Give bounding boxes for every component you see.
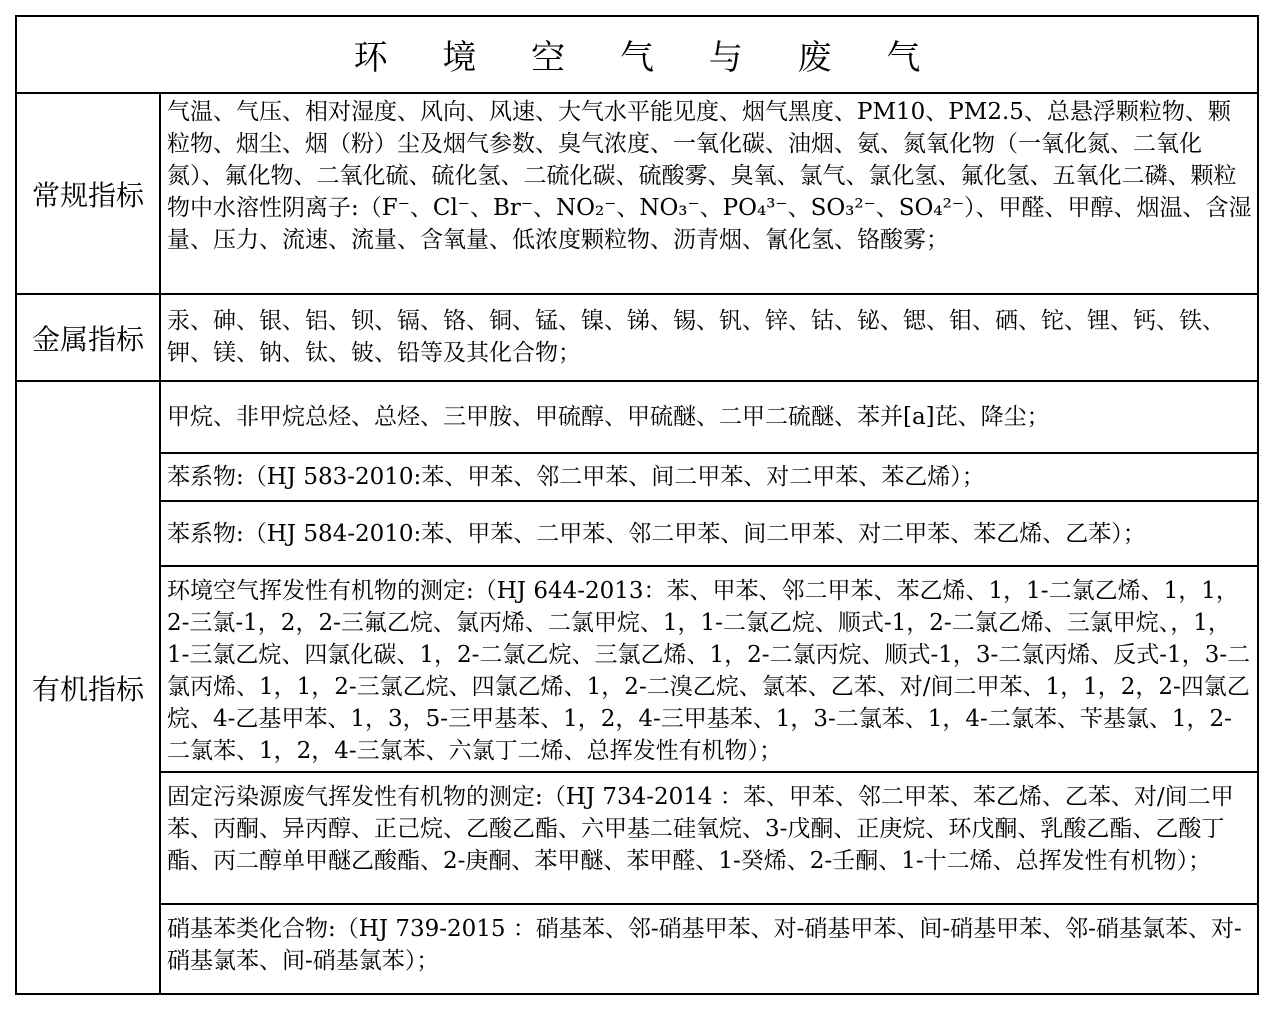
row-label-organic: 有机指标	[17, 382, 161, 993]
row-organic-indicators	[17, 382, 1257, 993]
organic-item-hj739: 硝基苯类化合物:（HJ 739-2015 ：硝基苯、邻-硝基甲苯、对-硝基甲苯、间-硝基甲苯、邻-硝基氯苯、对-硝基氯苯、间-硝基氯苯）；	[167, 916, 1242, 974]
organic-indicators-list	[161, 382, 1257, 993]
routine-indicators-text: 气温、气压、相对湿度、风向、风速、大气水平能见度、烟气黑度、PM10、PM2.5、总悬浮颗粒物、颗粒物、烟尘、烟（粉）尘及烟气参数、臭气浓度、一氧化碳、油烟、氨、氮氧化物（一氧化氮、二氧化氮）、氟化物、二氧化硫、硫化氢、二硫化碳、硫酸雾、臭氧、氯气、氯化氢、氟化氢、五氧化二磷、颗粒物中水溶性阴离子:（F⁻、Cl⁻、Br⁻、NO₂⁻、NO₃⁻、PO₄³⁻、SO₃²⁻、SO₄²⁻）、甲醛、甲醇、烟温、含湿量、压力、流速、流量、含氧量、低浓度颗粒物、沥青烟、氰化氢、铬酸雾；	[167, 99, 1252, 253]
row-metal-indicators	[17, 295, 1257, 382]
table-title: 环 境 空 气 与 废 气	[17, 17, 1257, 94]
organic-item-hj644: 环境空气挥发性有机物的测定:（HJ 644-2013：苯、甲苯、邻二甲苯、苯乙烯、1，1-二氯乙烯、1，1，2-三氯-1，2，2-三氟乙烷、氯丙烯、二氯甲烷、1，1-二氯乙烷、顺式-1，2-二氯乙烯、三氯甲烷、，1，1-三氯乙烷、四氯化碳、1，2-二氯乙烷、三氯乙烯、1，2-二氯丙烷、顺式-1，3-二氯丙烯、反式-1，3-二氯丙烯、1，1，2-三氯乙烷、四氯乙烯、1，2-二溴乙烷、氯苯、乙苯、对/间二甲苯、1，1，2，2-四氯乙烷、4-乙基甲苯、1，3，5-三甲基苯、1，2，4-三甲基苯、1，3-二氯苯、1，4-二氯苯、苄基氯、1，2-二氯苯、1，2，4-三氯苯、六氯丁二烯、总挥发性有机物）；	[161, 567, 1257, 773]
row-label-routine: 常规指标	[17, 94, 161, 293]
organic-item-general: 甲烷、非甲烷总烃、总烃、三甲胺、甲硫醇、甲硫醚、二甲二硫醚、苯并[a]芘、降尘；	[161, 382, 1257, 454]
organic-item-hj734: 固定污染源废气挥发性有机物的测定:（HJ 734-2014 ：苯、甲苯、邻二甲苯、苯乙烯、乙苯、对/间二甲苯、丙酮、异丙醇、正己烷、乙酸乙酯、六甲基二硅氧烷、3-戊酮、正庚烷、环戊酮、乳酸乙酯、乙酸丁酯、丙二醇单甲醚乙酸酯、2-庚酮、苯甲醚、苯甲醛、1-癸烯、2-壬酮、1-十二烯、总挥发性有机物）；	[161, 773, 1257, 905]
row-label-metal: 金属指标	[17, 295, 161, 380]
row-routine-indicators	[17, 94, 1257, 295]
metal-indicators-text: 汞、砷、银、铝、钡、镉、铬、铜、锰、镍、锑、锡、钒、锌、钴、铋、锶、钼、硒、铊、锂、钙、铁、钾、镁、钠、钛、铍、铅等及其化合物；	[167, 308, 1225, 366]
indicator-table	[15, 15, 1259, 995]
organic-item-hj584: 苯系物:（HJ 584-2010:苯、甲苯、二甲苯、邻二甲苯、间二甲苯、对二甲苯、苯乙烯、乙苯）；	[161, 502, 1257, 567]
organic-item-hj583: 苯系物:（HJ 583-2010:苯、甲苯、邻二甲苯、间二甲苯、对二甲苯、苯乙烯）；	[161, 454, 1257, 502]
